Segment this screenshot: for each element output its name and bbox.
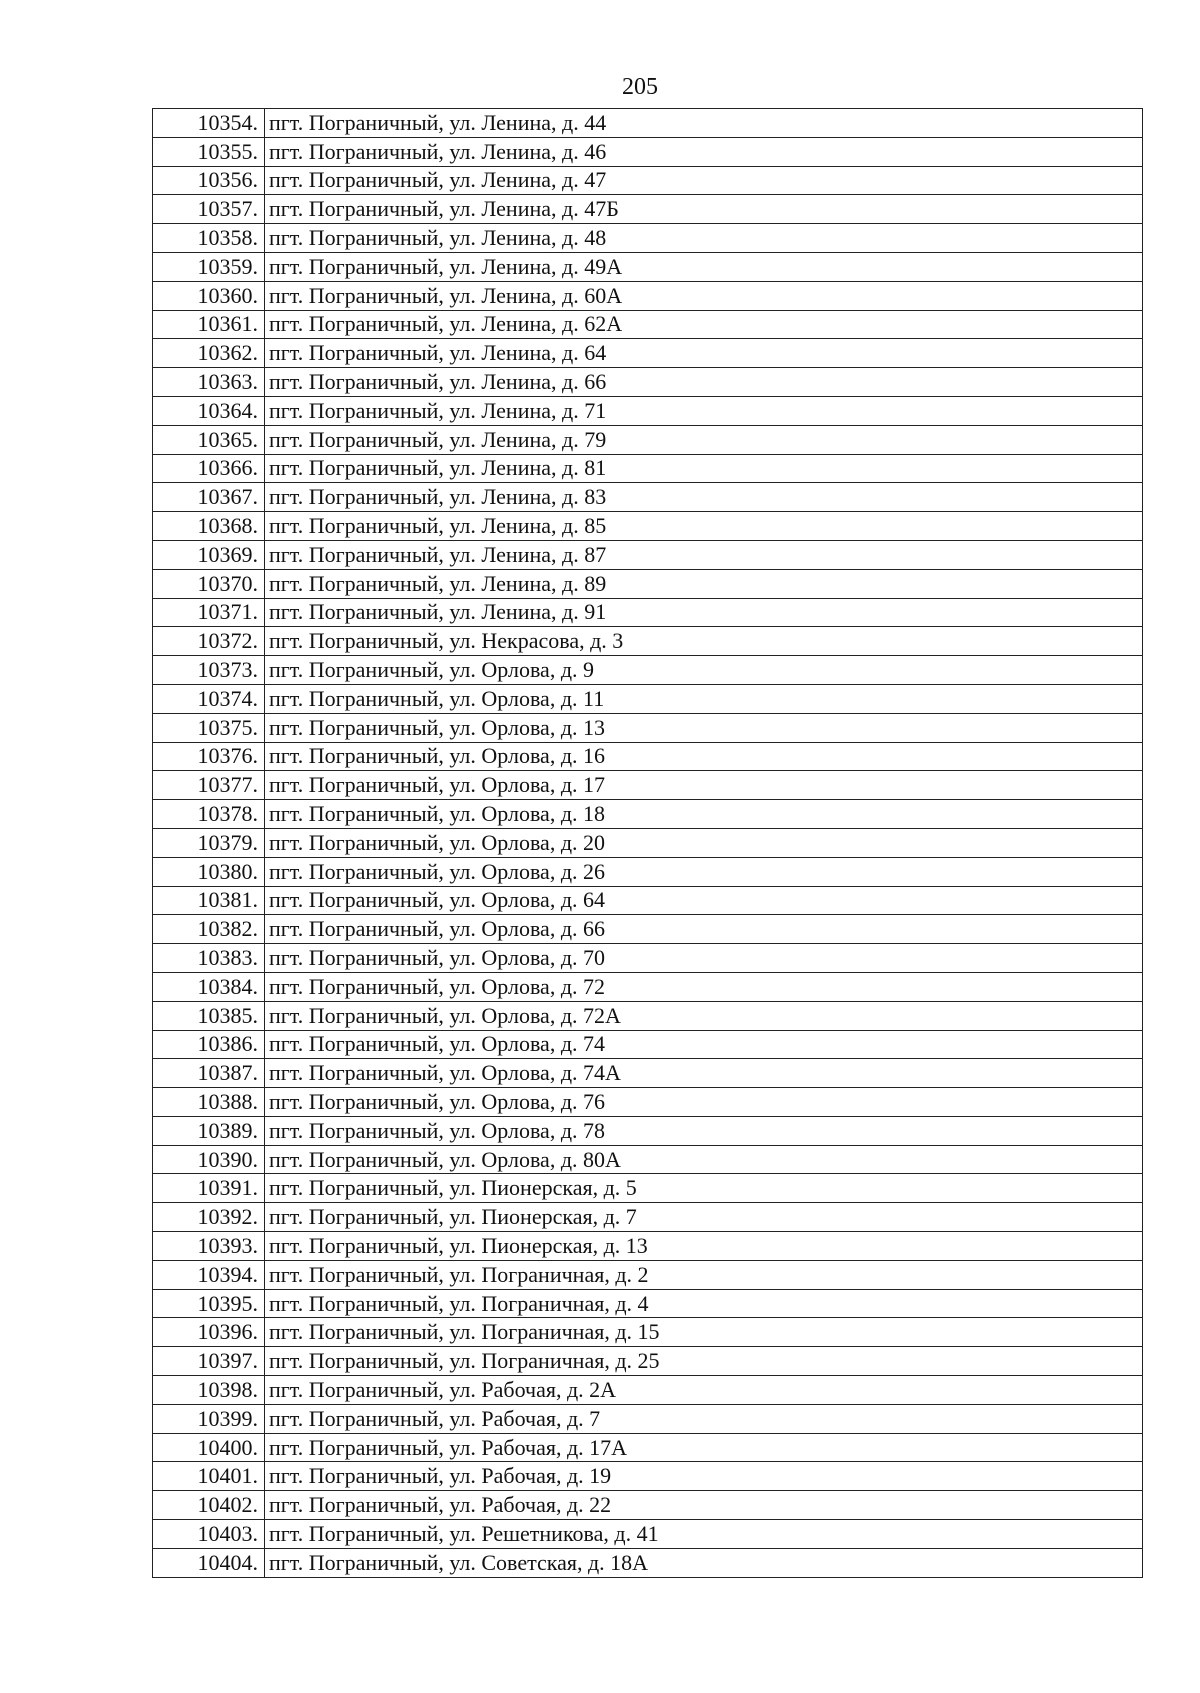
row-number: 10403. xyxy=(153,1520,265,1549)
table-row xyxy=(153,598,1143,627)
row-number: 10368. xyxy=(153,512,265,541)
row-number: 10364. xyxy=(153,396,265,425)
table-row xyxy=(153,915,1143,944)
row-number: 10381. xyxy=(153,886,265,915)
row-number: 10379. xyxy=(153,828,265,857)
row-address: пгт. Пограничный, ул. Орлова, д. 9 xyxy=(265,656,1143,685)
row-address: пгт. Пограничный, ул. Рабочая, д. 17А xyxy=(265,1433,1143,1462)
row-number: 10361. xyxy=(153,310,265,339)
table-row xyxy=(153,109,1143,138)
row-address: пгт. Пограничный, ул. Ленина, д. 83 xyxy=(265,483,1143,512)
table-row xyxy=(153,944,1143,973)
row-number: 10384. xyxy=(153,972,265,1001)
table-row xyxy=(153,800,1143,829)
row-address: пгт. Пограничный, ул. Орлова, д. 20 xyxy=(265,828,1143,857)
table-row xyxy=(153,1491,1143,1520)
address-table-body xyxy=(153,109,1143,1578)
row-number: 10366. xyxy=(153,454,265,483)
table-row xyxy=(153,828,1143,857)
row-number: 10395. xyxy=(153,1289,265,1318)
row-number: 10367. xyxy=(153,483,265,512)
table-row xyxy=(153,1260,1143,1289)
table-row xyxy=(153,1548,1143,1577)
page-number: 205 xyxy=(622,74,658,100)
row-address: пгт. Пограничный, ул. Пионерская, д. 13 xyxy=(265,1232,1143,1261)
row-address: пгт. Пограничный, ул. Орлова, д. 18 xyxy=(265,800,1143,829)
table-row xyxy=(153,1232,1143,1261)
table-row xyxy=(153,1145,1143,1174)
table-row xyxy=(153,252,1143,281)
row-address: пгт. Пограничный, ул. Ленина, д. 47 xyxy=(265,166,1143,195)
row-number: 10402. xyxy=(153,1491,265,1520)
table-row xyxy=(153,1289,1143,1318)
table-row xyxy=(153,1116,1143,1145)
table-row xyxy=(153,1376,1143,1405)
table-row xyxy=(153,886,1143,915)
table-row xyxy=(153,1001,1143,1030)
table-row xyxy=(153,166,1143,195)
row-address: пгт. Пограничный, ул. Орлова, д. 72А xyxy=(265,1001,1143,1030)
row-address: пгт. Пограничный, ул. Орлова, д. 64 xyxy=(265,886,1143,915)
row-number: 10400. xyxy=(153,1433,265,1462)
row-address: пгт. Пограничный, ул. Рабочая, д. 22 xyxy=(265,1491,1143,1520)
row-address: пгт. Пограничный, ул. Орлова, д. 16 xyxy=(265,742,1143,771)
row-address: пгт. Пограничный, ул. Ленина, д. 48 xyxy=(265,224,1143,253)
row-address: пгт. Пограничный, ул. Рабочая, д. 2А xyxy=(265,1376,1143,1405)
table-row xyxy=(153,627,1143,656)
row-number: 10372. xyxy=(153,627,265,656)
table-row xyxy=(153,1203,1143,1232)
table-row xyxy=(153,713,1143,742)
row-address: пгт. Пограничный, ул. Орлова, д. 17 xyxy=(265,771,1143,800)
row-number: 10362. xyxy=(153,339,265,368)
row-number: 10394. xyxy=(153,1260,265,1289)
row-address: пгт. Пограничный, ул. Ленина, д. 71 xyxy=(265,396,1143,425)
table-row xyxy=(153,396,1143,425)
row-address: пгт. Пограничный, ул. Орлова, д. 80А xyxy=(265,1145,1143,1174)
row-number: 10370. xyxy=(153,569,265,598)
row-number: 10390. xyxy=(153,1145,265,1174)
row-number: 10373. xyxy=(153,656,265,685)
table-row xyxy=(153,137,1143,166)
row-address: пгт. Пограничный, ул. Орлова, д. 70 xyxy=(265,944,1143,973)
table-row xyxy=(153,512,1143,541)
row-address: пгт. Пограничный, ул. Орлова, д. 13 xyxy=(265,713,1143,742)
row-address: пгт. Пограничный, ул. Пограничная, д. 4 xyxy=(265,1289,1143,1318)
table-row xyxy=(153,1088,1143,1117)
row-number: 10389. xyxy=(153,1116,265,1145)
row-address: пгт. Пограничный, ул. Ленина, д. 47Б xyxy=(265,195,1143,224)
table-row xyxy=(153,1404,1143,1433)
table-row xyxy=(153,310,1143,339)
row-number: 10398. xyxy=(153,1376,265,1405)
row-address: пгт. Пограничный, ул. Пионерская, д. 5 xyxy=(265,1174,1143,1203)
table-row xyxy=(153,1318,1143,1347)
table-row xyxy=(153,454,1143,483)
row-number: 10358. xyxy=(153,224,265,253)
row-address: пгт. Пограничный, ул. Некрасова, д. 3 xyxy=(265,627,1143,656)
table-row xyxy=(153,1174,1143,1203)
row-address: пгт. Пограничный, ул. Ленина, д. 64 xyxy=(265,339,1143,368)
row-address: пгт. Пограничный, ул. Орлова, д. 72 xyxy=(265,972,1143,1001)
row-number: 10380. xyxy=(153,857,265,886)
row-number: 10371. xyxy=(153,598,265,627)
row-number: 10359. xyxy=(153,252,265,281)
row-address: пгт. Пограничный, ул. Орлова, д. 78 xyxy=(265,1116,1143,1145)
row-number: 10401. xyxy=(153,1462,265,1491)
table-row xyxy=(153,684,1143,713)
row-address: пгт. Пограничный, ул. Орлова, д. 66 xyxy=(265,915,1143,944)
address-table xyxy=(152,108,1143,1578)
row-number: 10385. xyxy=(153,1001,265,1030)
row-address: пгт. Пограничный, ул. Рабочая, д. 7 xyxy=(265,1404,1143,1433)
table-row xyxy=(153,569,1143,598)
table-row xyxy=(153,771,1143,800)
table-row xyxy=(153,1433,1143,1462)
table-row xyxy=(153,1347,1143,1376)
table-row xyxy=(153,972,1143,1001)
table-row xyxy=(153,339,1143,368)
row-address: пгт. Пограничный, ул. Пионерская, д. 7 xyxy=(265,1203,1143,1232)
row-number: 10376. xyxy=(153,742,265,771)
row-address: пгт. Пограничный, ул. Орлова, д. 74А xyxy=(265,1059,1143,1088)
row-address: пгт. Пограничный, ул. Ленина, д. 46 xyxy=(265,137,1143,166)
row-number: 10374. xyxy=(153,684,265,713)
row-address: пгт. Пограничный, ул. Советская, д. 18А xyxy=(265,1548,1143,1577)
row-address: пгт. Пограничный, ул. Ленина, д. 44 xyxy=(265,109,1143,138)
row-number: 10388. xyxy=(153,1088,265,1117)
row-address: пгт. Пограничный, ул. Ленина, д. 87 xyxy=(265,540,1143,569)
row-address: пгт. Пограничный, ул. Ленина, д. 79 xyxy=(265,425,1143,454)
table-row xyxy=(153,656,1143,685)
row-number: 10377. xyxy=(153,771,265,800)
row-number: 10369. xyxy=(153,540,265,569)
row-address: пгт. Пограничный, ул. Решетникова, д. 41 xyxy=(265,1520,1143,1549)
row-address: пгт. Пограничный, ул. Орлова, д. 74 xyxy=(265,1030,1143,1059)
row-number: 10393. xyxy=(153,1232,265,1261)
row-number: 10396. xyxy=(153,1318,265,1347)
row-address: пгт. Пограничный, ул. Пограничная, д. 15 xyxy=(265,1318,1143,1347)
table-row xyxy=(153,857,1143,886)
row-number: 10375. xyxy=(153,713,265,742)
row-number: 10363. xyxy=(153,368,265,397)
row-number: 10360. xyxy=(153,281,265,310)
row-address: пгт. Пограничный, ул. Ленина, д. 91 xyxy=(265,598,1143,627)
row-number: 10391. xyxy=(153,1174,265,1203)
table-row xyxy=(153,1030,1143,1059)
row-number: 10383. xyxy=(153,944,265,973)
row-number: 10357. xyxy=(153,195,265,224)
row-number: 10392. xyxy=(153,1203,265,1232)
row-address: пгт. Пограничный, ул. Орлова, д. 11 xyxy=(265,684,1143,713)
row-address: пгт. Пограничный, ул. Ленина, д. 81 xyxy=(265,454,1143,483)
row-address: пгт. Пограничный, ул. Орлова, д. 26 xyxy=(265,857,1143,886)
row-address: пгт. Пограничный, ул. Ленина, д. 62А xyxy=(265,310,1143,339)
row-number: 10355. xyxy=(153,137,265,166)
row-number: 10404. xyxy=(153,1548,265,1577)
table-row xyxy=(153,281,1143,310)
row-number: 10397. xyxy=(153,1347,265,1376)
table-row xyxy=(153,540,1143,569)
row-number: 10382. xyxy=(153,915,265,944)
row-address: пгт. Пограничный, ул. Орлова, д. 76 xyxy=(265,1088,1143,1117)
row-address: пгт. Пограничный, ул. Ленина, д. 89 xyxy=(265,569,1143,598)
table-row xyxy=(153,425,1143,454)
table-row xyxy=(153,1462,1143,1491)
row-address: пгт. Пограничный, ул. Ленина, д. 66 xyxy=(265,368,1143,397)
table-row xyxy=(153,483,1143,512)
row-number: 10378. xyxy=(153,800,265,829)
row-address: пгт. Пограничный, ул. Рабочая, д. 19 xyxy=(265,1462,1143,1491)
table-row xyxy=(153,1059,1143,1088)
row-number: 10365. xyxy=(153,425,265,454)
row-number: 10387. xyxy=(153,1059,265,1088)
row-address: пгт. Пограничный, ул. Ленина, д. 49А xyxy=(265,252,1143,281)
table-row xyxy=(153,742,1143,771)
table-row xyxy=(153,1520,1143,1549)
row-address: пгт. Пограничный, ул. Пограничная, д. 2 xyxy=(265,1260,1143,1289)
table-row xyxy=(153,195,1143,224)
table-row xyxy=(153,224,1143,253)
row-number: 10399. xyxy=(153,1404,265,1433)
row-address: пгт. Пограничный, ул. Ленина, д. 85 xyxy=(265,512,1143,541)
row-address: пгт. Пограничный, ул. Пограничная, д. 25 xyxy=(265,1347,1143,1376)
row-number: 10356. xyxy=(153,166,265,195)
table-row xyxy=(153,368,1143,397)
row-address: пгт. Пограничный, ул. Ленина, д. 60А xyxy=(265,281,1143,310)
row-number: 10354. xyxy=(153,109,265,138)
row-number: 10386. xyxy=(153,1030,265,1059)
